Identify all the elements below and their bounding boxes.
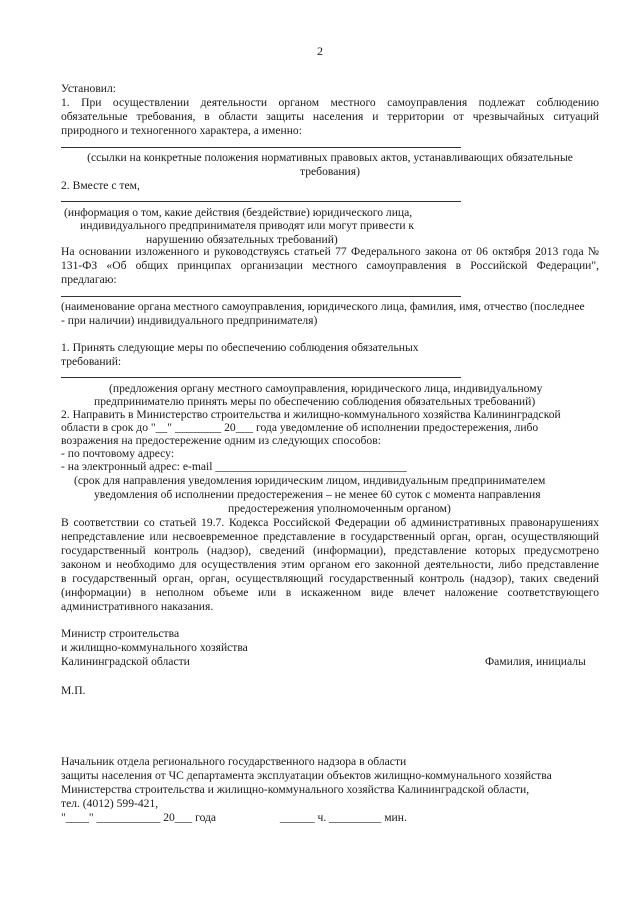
hint1-line-2: требования) xyxy=(300,165,360,178)
hint5-line-2: уведомления об исполнении предостережения – не менее 60 суток с момента направления xyxy=(94,488,541,501)
measures-line-2: требований: xyxy=(61,355,122,368)
signer-line-1: Министр строительства xyxy=(61,627,180,640)
blank-line-1 xyxy=(61,147,461,148)
send-line-1: 2. Направить в Министерство строительства и жилищно-коммунального хозяйства Калининградской xyxy=(61,408,561,421)
hint2-line-3: нарушению обязательных требований) xyxy=(146,233,338,246)
koap-line-4: законом и необходимо для осуществления этим органом его законной деятельности, либо представление xyxy=(61,558,599,571)
send-line-3: возражения на предостережение одним из следующих способов: xyxy=(61,434,381,447)
footer-line-3: Министерства строительства и жилищно-коммунального хозяйства Калининградской области, xyxy=(61,783,530,796)
send-line-5: - на электронный адрес: e-mail _________________________________ xyxy=(61,460,407,473)
hint3-line-2: - при наличии) индивидуального предпринимателя) xyxy=(61,314,318,327)
basis-line-3: предлагаю: xyxy=(61,273,117,286)
measures-line-1: 1. Принять следующие меры по обеспечению соблюдения обязательных xyxy=(61,341,419,354)
basis-line-1: На основании изложенного и руководствуясь статьей 77 Федерального закона от 06 октября 2013 года № xyxy=(61,245,599,258)
stamp-mark: М.П. xyxy=(61,684,86,697)
blank-line-4 xyxy=(61,377,461,378)
hint4-line-2: предпринимателю принять меры по обеспечению соблюдения обязательных требований) xyxy=(94,395,536,408)
koap-line-2: непредставление или несвоевременное представление в государственный орган, орган, осуществляющий xyxy=(61,530,599,543)
p1-line-2: обязательные требования, в области защиты населения и территории от чрезвычайных ситуаций xyxy=(61,110,599,123)
koap-line-5: в государственный орган, орган, осуществляющий государственный контроль (надзор), таких сведений xyxy=(61,572,599,585)
signer-name: Фамилия, инициалы xyxy=(485,655,586,668)
koap-line-3: государственный контроль (надзор), сведений (информации), представление которых предусмотрено xyxy=(61,544,599,557)
hint4-line-1: (предложения органу местного самоуправления, юридического лица, индивидуальному xyxy=(109,382,543,395)
hint5-line-3: предостережения уполномоченным органом) xyxy=(228,502,451,515)
intro-label: Установил: xyxy=(61,82,117,95)
send-line-4: - по почтовому адресу: xyxy=(61,447,175,460)
p2-line: 2. Вместе с тем, xyxy=(61,179,140,192)
koap-line-1: В соответствии со статьей 19.7. Кодекса Российской Федерации об административных правонарушениях xyxy=(61,516,599,529)
blank-line-3 xyxy=(61,296,461,297)
footer-line-2: защиты населения от ЧС департамента эксплуатации объектов жилищно-коммунального хозяйства xyxy=(61,769,552,782)
basis-line-2: 131-ФЗ «Об общих принципах организации местного самоуправления в Российской Федерации", xyxy=(61,259,599,272)
footer-line-5: "____" ___________ 20___ года ______ ч. _________ мин. xyxy=(61,811,407,824)
hint2-line-1: (информация о том, какие действия (бездействие) юридического лица, xyxy=(64,206,413,219)
hint3-line-1: (наименование органа местного самоуправления, юридического лица, фамилия, имя, отчество (последнее xyxy=(61,300,585,313)
footer-line-1: Начальник отдела регионального государственного надзора в области xyxy=(61,755,407,768)
koap-line-7: административного наказания. xyxy=(61,600,214,613)
koap-line-6: (информации) в неполном объеме или в искаженном виде влечет наложение соответствующего xyxy=(61,586,599,599)
page-number: 2 xyxy=(317,44,323,58)
hint5-line-1: (срок для направления уведомления юридическим лицом, индивидуальным предпринимателем xyxy=(74,474,546,487)
signer-line-3: Калининградской области xyxy=(61,655,190,668)
send-line-2: области в срок до "__" ________ 20___ года уведомление об исполнении предостережения, либо xyxy=(61,421,539,434)
p1-line-1: 1. При осуществлении деятельности органом местного самоуправления подлежат соблюдению xyxy=(61,96,599,109)
signer-line-2: и жилищно-коммунального хозяйства xyxy=(61,641,248,654)
hint1-line-1: (ссылки на конкретные положения нормативных правовых актов, устанавливающих обязательные xyxy=(87,151,573,164)
p1-line-3: природного и техногенного характера, а именно: xyxy=(61,124,302,137)
footer-line-4: тел. (4012) 599-421, xyxy=(61,797,159,810)
blank-line-2 xyxy=(61,201,461,202)
hint2-line-2: индивидуального предпринимателя приводят или могут привести к xyxy=(80,219,415,232)
